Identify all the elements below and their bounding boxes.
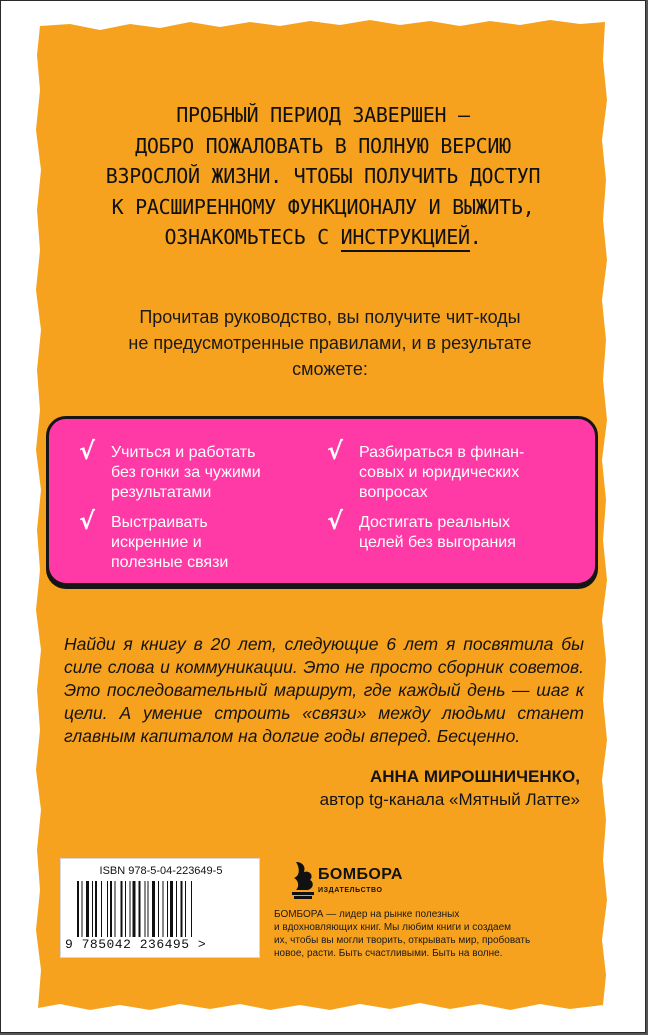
- benefit-line: Учиться и работать: [111, 444, 256, 461]
- intro-line: [58, 222, 588, 253]
- barcode-bar: [139, 881, 141, 937]
- benefit-item: [111, 513, 228, 573]
- barcode-bar: [125, 881, 126, 937]
- lead-paragraph: [70, 304, 590, 382]
- benefits-card: [46, 416, 598, 586]
- blurb-line: их, чтобы вы могли творить, открывать мир, пробовать: [274, 935, 531, 946]
- publisher-name: БОМБОРА: [318, 866, 403, 883]
- barcode-bar: [121, 881, 123, 937]
- barcode-bar: [82, 881, 83, 937]
- publisher-blurb: [274, 908, 594, 960]
- barcode-bar: [148, 881, 149, 937]
- benefit-line: результатами: [111, 484, 212, 501]
- intro-handwritten-text: [58, 100, 588, 253]
- lead-line: сможете:: [292, 359, 368, 379]
- intro-line: ПРОБНЫЙ ПЕРИОД ЗАВЕРШЕН –: [176, 103, 470, 127]
- barcode-bar: [115, 881, 116, 937]
- lead-line: не предусмотренные правилами, и в результате: [128, 333, 532, 353]
- quote-author: [200, 765, 580, 811]
- testimonial-quote: Найди я книгу в 20 лет, следующие 6 лет я посвятила бы силе слова и коммуникации. Это не просто сборник советов. Это последовательный маршрут, где каждый день — шаг к цели. А умение строить «связи» между людьми станет главным капиталом на долгие годы вперед. Бесценно.: [64, 634, 584, 746]
- barcode-bar: [152, 881, 155, 937]
- barcode-bars: [77, 881, 245, 937]
- blurb-line: БОМБОРА — лидер на рынке полезных: [274, 909, 460, 920]
- barcode-bar: [101, 881, 102, 937]
- check-icon: √: [327, 507, 344, 535]
- barcode-bar: [133, 881, 136, 937]
- author-name: АННА МИРОШНИЧЕНКО,: [369, 767, 580, 786]
- intro-line: К РАСШИРЕННОМУ ФУНКЦИОНАЛУ И ВЫЖИТЬ,: [111, 194, 535, 219]
- benefit-item: [359, 443, 524, 503]
- author-role: автор tg-канала «Мятный Латте»: [319, 790, 580, 809]
- barcode-bar: [185, 881, 186, 937]
- barcode-bar: [95, 881, 97, 937]
- check-icon: √: [327, 437, 344, 465]
- bombora-wave-icon: [292, 860, 316, 900]
- barcode-bar: [167, 881, 168, 937]
- benefit-item: [359, 513, 516, 553]
- benefit-line: искренние и: [111, 534, 202, 551]
- blurb-line: и вдохновляющих книг. Мы любим книги и создаем: [274, 922, 512, 933]
- benefit-item: [111, 443, 261, 503]
- barcode-bar: [92, 881, 93, 937]
- benefit-line: полезные связи: [111, 554, 229, 571]
- barcode-bar: [163, 881, 164, 937]
- barcode-bar: [181, 881, 183, 937]
- benefit-line: совых и юридических: [359, 464, 520, 481]
- isbn-barcode: [60, 858, 260, 958]
- barcode-bar: [107, 881, 108, 937]
- check-icon: √: [79, 507, 96, 535]
- barcode-bar: [158, 881, 159, 937]
- intro-line: ВЗРОСЛОЙ ЖИЗНИ. ЧТОБЫ ПОЛУЧИТЬ ДОСТУП: [105, 164, 541, 188]
- benefit-line: без гонки за чужими: [111, 464, 261, 481]
- barcode-bar: [77, 881, 79, 937]
- intro-underlined-word: ИНСТРУКЦИЕЙ: [341, 225, 470, 252]
- barcode-bar: [170, 881, 173, 937]
- intro-line: ДОБРО ПОЖАЛОВАТЬ В ПОЛНУЮ ВЕРСИЮ: [135, 133, 511, 158]
- lead-line: Прочитав руководство, вы получите чит-коды: [139, 307, 521, 327]
- barcode-bar: [145, 881, 146, 937]
- barcode-digits: 9 785042 236495 >: [65, 937, 207, 952]
- barcode-bar: [176, 881, 177, 937]
- barcode-bar: [110, 881, 112, 937]
- barcode-bar: [191, 881, 192, 937]
- benefit-line: Достигать реальных: [359, 514, 511, 531]
- intro-line-prefix: ОЗНАКОМЬТЕСЬ С: [164, 225, 341, 249]
- publisher-logo: [292, 860, 403, 905]
- barcode-bar: [86, 881, 89, 937]
- intro-line-suffix: .: [469, 225, 482, 249]
- check-icon: √: [79, 437, 96, 465]
- benefit-line: вопросах: [359, 484, 428, 501]
- barcode-bar: [130, 881, 131, 937]
- blurb-line: новое, расти. Быть счастливыми. Быть на волне.: [274, 948, 503, 959]
- publisher-subtitle: ИЗДАТЕЛЬСТВО: [318, 887, 383, 894]
- benefit-line: Выстраивать: [111, 514, 208, 531]
- benefit-line: целей без выгорания: [359, 534, 516, 551]
- isbn-number: ISBN 978-5-04-223649-5: [99, 865, 223, 877]
- benefit-line: Разбираться в финан-: [359, 444, 525, 461]
